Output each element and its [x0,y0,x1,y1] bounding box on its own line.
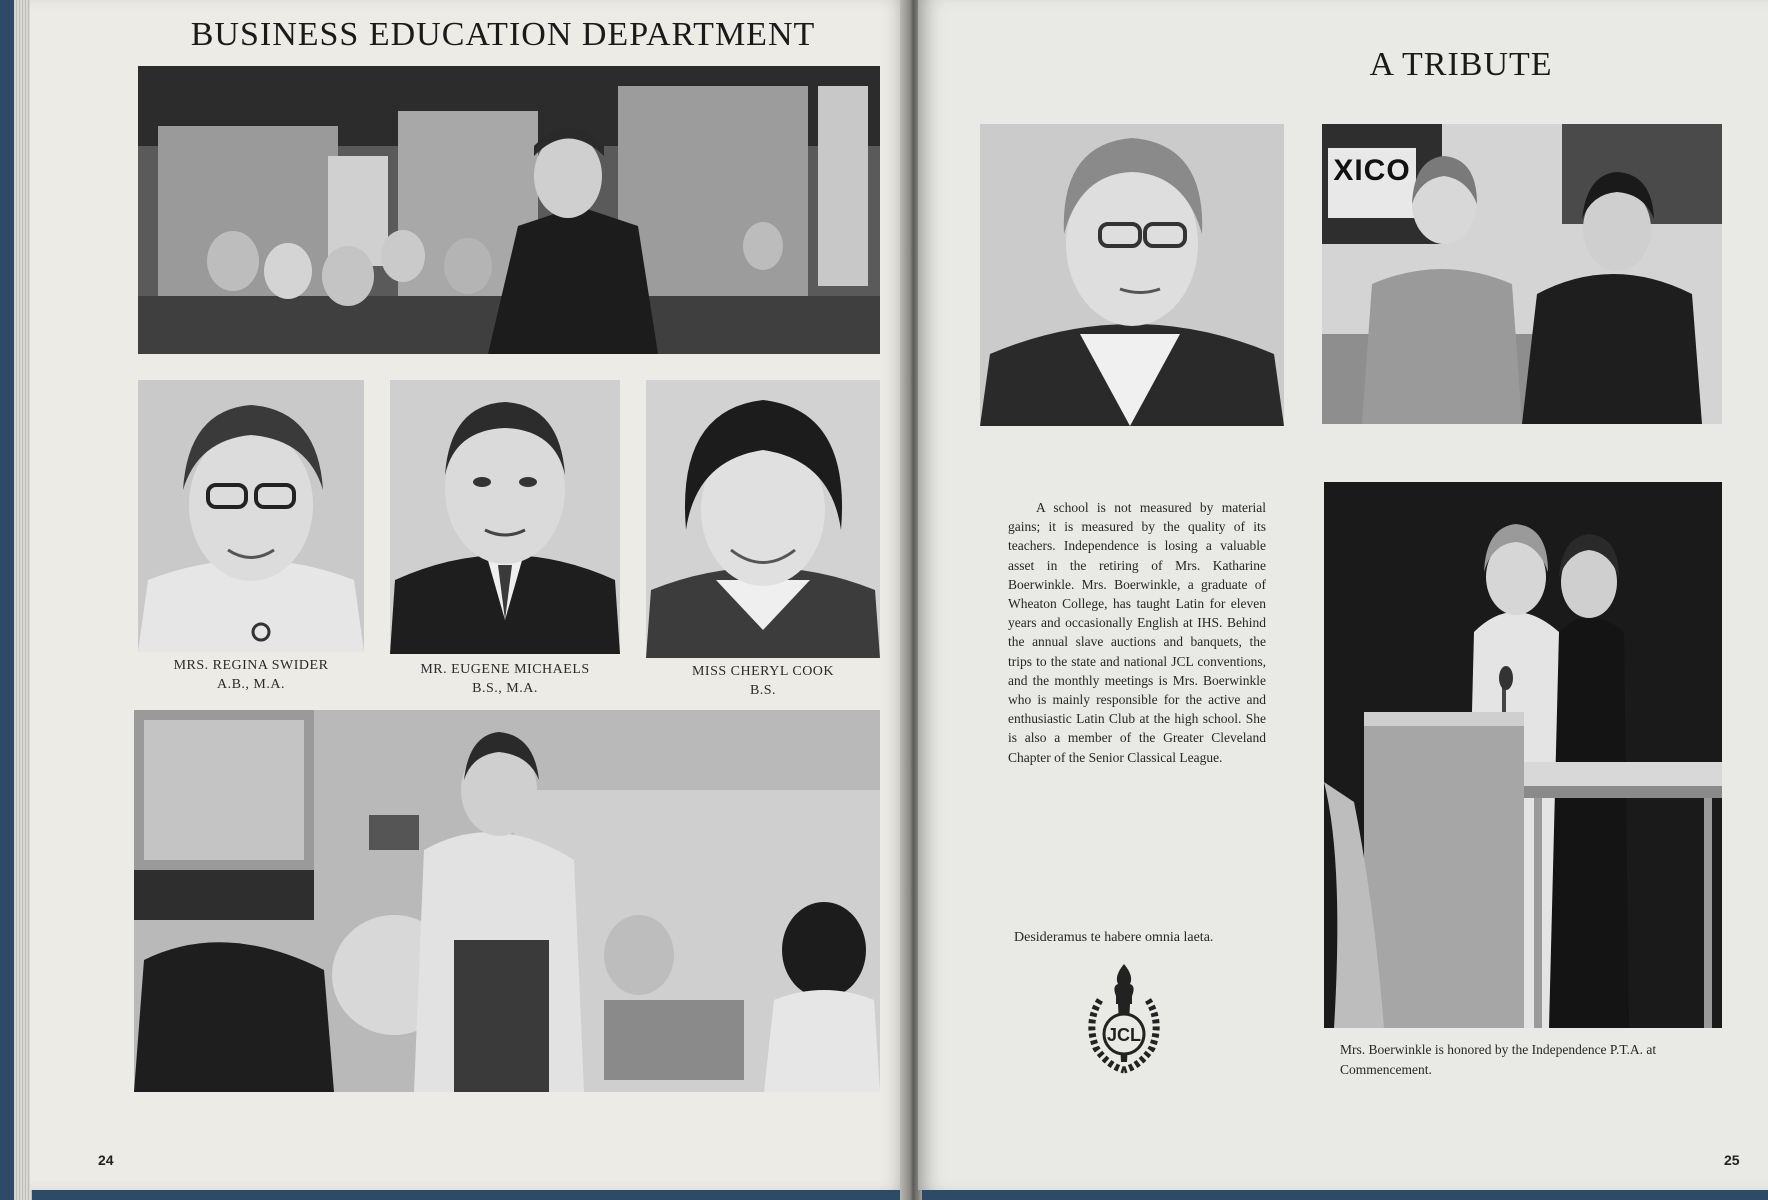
faculty-degrees: B.S. [749,683,777,698]
faculty-name: MRS. REGINA SWIDER [173,658,329,673]
portrait-regina-swider [138,380,364,652]
faculty-name: MISS CHERYL COOK [691,664,835,679]
jcl-emblem-text: JCL [1106,1025,1142,1045]
faculty-degrees: B.S., M.A. [472,681,538,696]
tribute-paragraph [1008,498,1266,767]
portrait-katharine-boerwinkle [980,124,1284,426]
caption-eugene-michaels [390,660,620,698]
caption-regina-swider [138,656,364,694]
jcl-emblem-icon [1074,962,1174,1076]
right-page [918,0,1768,1190]
business-education-heading: BUSINESS EDUCATION DEPARTMENT [190,16,816,53]
page-number-right: 25 [1724,1152,1740,1168]
meeting-photo [1322,124,1722,424]
commencement-photo-caption: Mrs. Boerwinkle is honored by the Independence P.T.A. at Commencement. [1340,1042,1657,1077]
caption-cheryl-cook [646,662,880,700]
page-number-left: 24 [98,1152,114,1168]
typing-classroom-photo [134,710,880,1092]
classroom-group-photo [138,66,880,354]
faculty-degrees: A.B., M.A. [216,677,285,692]
left-page [30,0,910,1190]
latin-motto: Desideramus te habere omnia laeta. [1014,930,1214,945]
portrait-eugene-michaels [390,380,620,654]
portrait-cheryl-cook [646,380,880,658]
tribute-paragraph-text: A school is not measured by material gains; it is measured by the quality of its teachers. Independence is losing a valuable asset in the retiring of Mrs. Katharine Boerwinkle. Mrs. Boerwinkle, a graduate of Wheaton College, has taught Latin for eleven years and occasionally English at IHS. Behind the annual slave auctions and banquets, the trips to the state and national JCL conventions, and the monthly meetings is Mrs. Boerwinkle who is mainly responsible for the active and enthusiastic Latin Club at the high school. She is also a member of the Greater Cleveland Chapter of the Senior Classical League. [1008,500,1266,765]
tribute-heading: A TRIBUTE [1369,46,1553,83]
commencement-photo [1324,482,1722,1028]
faculty-name: MR. EUGENE MICHAELS [420,662,590,677]
meeting-photo-sign-text: XICO [1333,154,1411,187]
